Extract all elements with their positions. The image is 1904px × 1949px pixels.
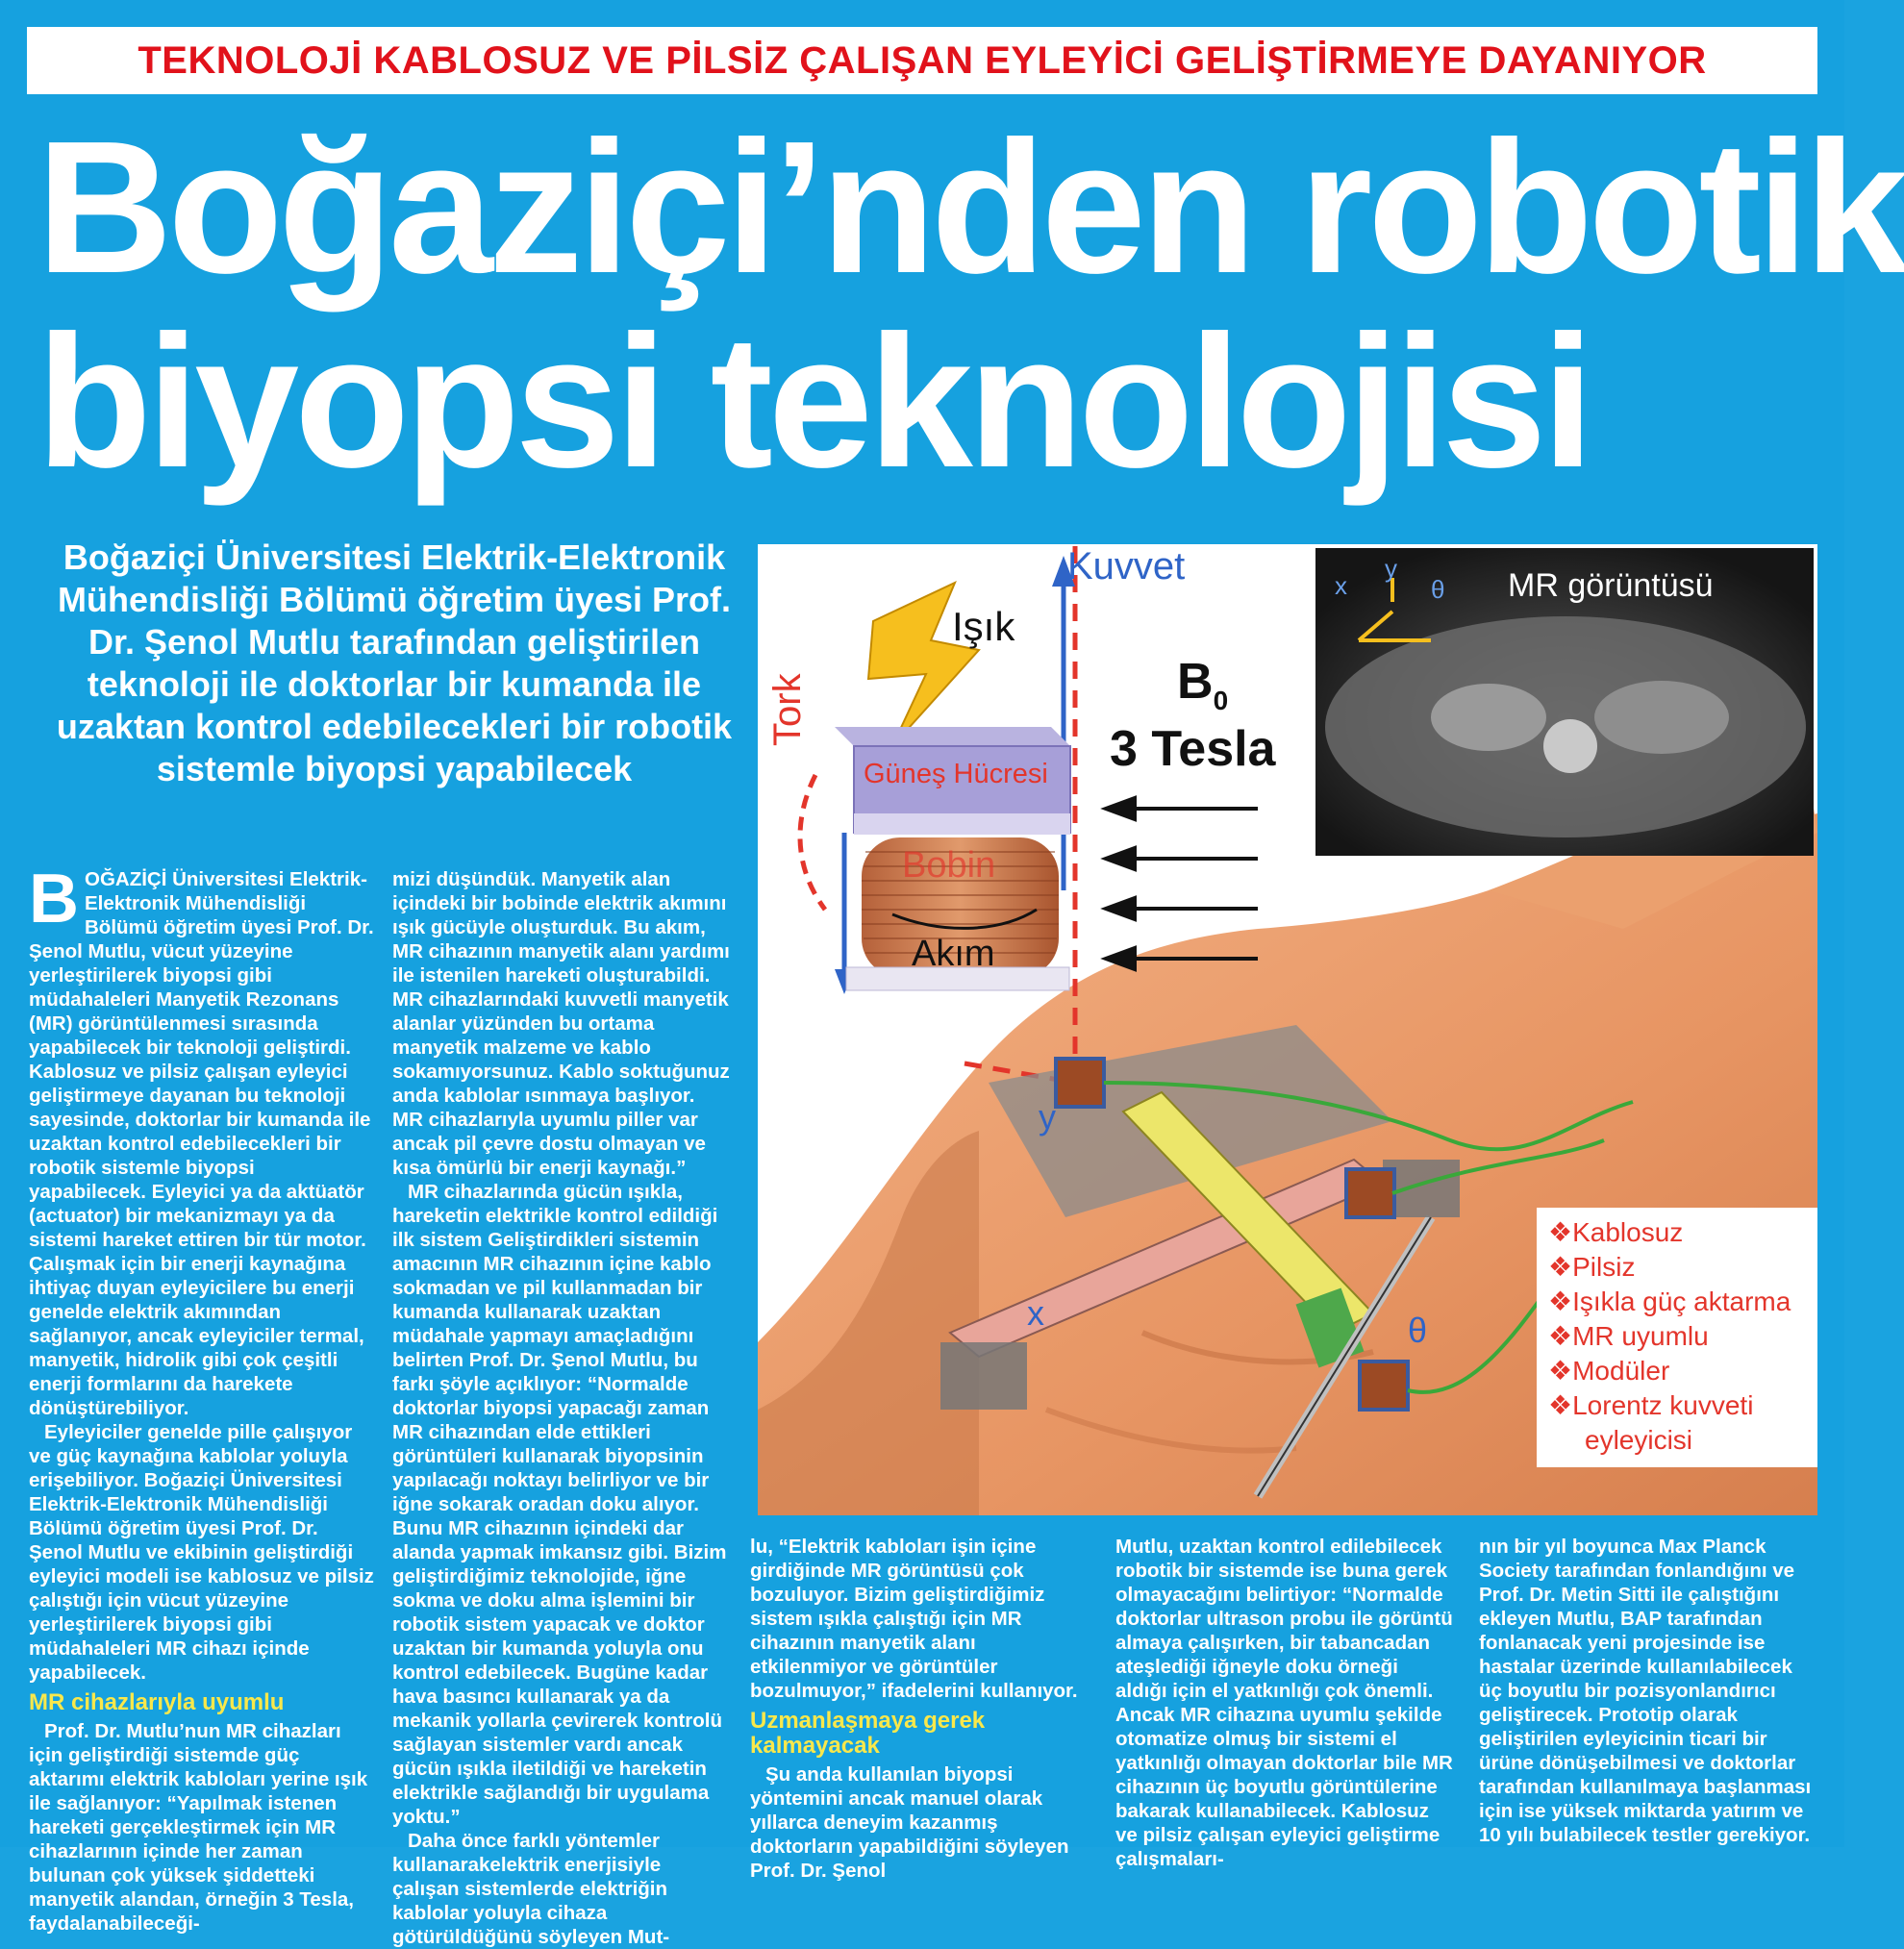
feature-label: MR uyumlu — [1572, 1321, 1709, 1351]
kuvvet-label: Kuvvet — [1067, 545, 1186, 587]
illustration-svg — [758, 544, 1817, 1515]
arrowhead — [1106, 798, 1135, 819]
article-paragraph: Eyleyiciler genelde pille çalışıyor ve güç kaynağına kablolar yoluyla erişebiliyor. Boğaziçi Üniversitesi Elektrik-Elektronik Mühendisliği Bölümü öğretim üyesi Prof. Dr. Şenol Mutlu ve ekibinin geliştirdiği eyleyici modeli ise kablosuz ve pilsiz çalıştığı için vücut yüzeyine yerleştirilerek biyopsi gibi müdahaleleri MR cihazı içinde yapabilecek. — [29, 1421, 374, 1684]
actuator-cube — [1056, 1059, 1104, 1107]
feature-item — [1548, 1217, 1683, 1247]
feature-label: eyleyicisi — [1585, 1425, 1693, 1455]
bullet-icon: ❖ — [1548, 1217, 1573, 1247]
feature-item — [1548, 1390, 1753, 1420]
actuator-cube — [1360, 1362, 1408, 1410]
mr-axis-y: y — [1385, 554, 1397, 583]
solar-cell-top — [835, 727, 1070, 746]
bullet-icon: ❖ — [1548, 1287, 1573, 1316]
torque-arc-arrow — [800, 775, 825, 910]
kicker-bar — [27, 27, 1817, 94]
headline-line-2: biyopsi teknolojisi — [37, 296, 1590, 507]
article-column-2 — [392, 867, 731, 1949]
deck-summary: Boğaziçi Üniversitesi Elektrik-Elektronik Mühendisliği Bölümü öğretim üyesi Prof. Dr. Şenol Mutlu tarafından geliştirilen teknoloji ile doktorlar bir kumanda ile uzaktan kontrol edebilecekleri bir robotik sistemle biyopsi yapabilecek — [56, 537, 733, 788]
mr-organ — [1594, 681, 1729, 754]
article-paragraph — [29, 861, 375, 1420]
axis-y-label: y — [1039, 1097, 1056, 1137]
feature-label: Lorentz kuvveti — [1572, 1390, 1754, 1420]
feature-item — [1585, 1425, 1692, 1455]
article-column-3 — [750, 1535, 1089, 1883]
article-paragraph: Şu anda kullanılan biyopsi yöntemini ancak manuel olarak yıllarca deneyim kazanmış doktorların yapabildiğini söyleyen Prof. Dr. Şenol — [750, 1763, 1069, 1882]
mr-spine — [1543, 719, 1597, 773]
bobin-label: Bobin — [902, 845, 996, 886]
subheading: Uzmanlaşmaya gerek kalmayacak — [750, 1708, 986, 1759]
mr-axis-x: x — [1335, 571, 1347, 600]
feature-label: Kablosuz — [1572, 1217, 1684, 1247]
article-paragraph: MR cihazlarında gücün ışıkla, hareketin elektrikle kontrol edildiği ilk sistem Geliştirdikleri sistemin amacının MR cihazının içine kablo sokmadan ve pil kullanmadan bir kumanda kullanarak uzaktan müdahale yapmayı amaçladığını belirten Prof. Dr. Şenol Mutlu, bu farkı şöyle açıklıyor: “Normalde doktorlar biyopsi yapacağı zaman MR cihazından elde ettikleri görüntüleri kullanarak biyopsinin yapılacağı noktayı belirliyor ve bir iğne sokarak oradan doku alıyor. Bunu MR cihazının içindeki dar alanda yapmak imkansız gibi. Bizim geliştirdiğimiz teknolojide, iğne sokma ve doku alma işlemini bir robotik sistem yapacak ve doktor uzaktan bir kumanda yoluyla onu kontrol edebilecek. Bugüne kadar hava basıncı kullanarak ya da mekanik yollarla çevirerek kontrolü sağlayan sistemler vardı ancak gücün ışıkla iletildiği ve hareketin elektrikle sağlandığı bir uygulama yoktu.” — [392, 1181, 727, 1828]
article-paragraph: nın bir yıl boyunca Max Planck Society tarafından fonlandığını ve Prof. Dr. Metin Sitti ile çalıştığını ekleyen Mutlu, BAP tarafından fonlanacak yeni projesinde ise hastalar üzerinde kullanılabilecek üç boyutlu bir pozisyonlandırıcı geliştirecek. Prototip olarak geliştirilen eyleyicinin ticari bir ürüne dönüşebilmesi ve doktorlar tarafından kullanılmaya başlanması için ise yüksek miktarda yatırım ve 10 yılı bulabilecek testler gerekiyor. — [1479, 1536, 1812, 1846]
feature-item — [1548, 1321, 1709, 1351]
robotic-biopsy-illustration — [758, 544, 1817, 1515]
article-column-5 — [1479, 1535, 1817, 1847]
b0-letter: B — [1177, 654, 1214, 710]
actuator-cube — [1346, 1169, 1394, 1217]
arrowhead — [1106, 848, 1135, 869]
solar-cell-plate — [854, 813, 1070, 835]
b0-subscript: 0 — [1213, 686, 1229, 715]
headline-line-1: Boğaziçi’nden robotik — [37, 102, 1904, 312]
subheading: MR cihazlarıyla uyumlu — [29, 1689, 285, 1715]
feature-item — [1548, 1287, 1791, 1316]
tork-label: Tork — [766, 673, 809, 746]
gunes-label: Güneş Hücresi — [864, 759, 1048, 789]
article-paragraph: lu, “Elektrik kabloları işin içine girdiğinde MR görüntüsü çok bozuluyor. Bizim geliştirdiğimiz sistem ışıkla çalıştığı için MR cihazının manyetik alanı etkilenmiyor ve görüntüler bozulmuyor,” ifadelerini kullanıyor. — [750, 1536, 1078, 1702]
feature-label: Işıkla güç aktarma — [1572, 1287, 1791, 1316]
article-paragraph: Prof. Dr. Mutlu’nun MR cihazları için geliştirdiği sistemde güç aktarımı elektrik kabloları yerine ışık ile sağlanıyor: “Yapılmak istenen hareketi gerçekleştirmek için MR cihazlarının içinde her zaman bulunan çok yüksek şiddetteki manyetik alandan, örneğin 3 Tesla, faydalanabileceği- — [29, 1720, 368, 1935]
article-paragraph: Mutlu, uzaktan kontrol edilebilecek robotik bir sistemde ise buna gerek olmayacağını belirtiyor: “Normalde doktorlar ultrason probu ile görüntü almaya çalışırken, bir tabancadan ateşlediği iğneyle doku örneği aldığı için el yatkınlığı çok önemli. Ancak MR cihazına uyumlu şekilde otomatize olmuş bir sistemi el yatkınlığı olmayan doktorlar bile MR cihazının üç boyutlu görüntülerine bakarak kullanabilecek. Kablosuz ve pilsiz çalışan eyleyici geliştirme çalışmaları- — [1115, 1536, 1453, 1870]
drop-cap: B — [29, 861, 79, 937]
isik-label: Işık — [952, 604, 1015, 649]
article-paragraph: mizi düşündük. Manyetik alan içindeki bir bobinde elektrik akımını ışık gücüyle oluşturduk. Bu akım, MR cihazının manyetik alanı yardımı ile istenilen hareketi oluşturabildi. MR cihazlarındaki kuvvetli manyetik alanlar yüzünden bu ortama manyetik malzeme ve kablo sokamıyorsunuz. Kablo soktuğunuz anda kablolar ısınmaya başlıyor. MR cihazlarıyla uyumlu piller var ancak pil çevre dostu olmayan ve kısa ömürlü bir enerji kaynağı.” — [392, 868, 730, 1179]
article-column-1 — [29, 861, 375, 1936]
article-paragraph: Daha önce farklı yöntemler kullanarakelektrik enerjisiyle çalışan sistemlerde elektriğin kablolar yoluyla cihaza götürüldüğünü söyleyen Mut- — [392, 1830, 670, 1948]
feature-label: Modüler — [1572, 1356, 1670, 1386]
feature-item — [1548, 1252, 1635, 1282]
bullet-icon: ❖ — [1548, 1356, 1573, 1386]
mr-label: MR görüntüsü — [1508, 567, 1714, 604]
robot-base — [940, 1342, 1027, 1410]
arrowhead — [1106, 898, 1135, 919]
axis-theta-label: θ — [1408, 1311, 1428, 1350]
bullet-icon: ❖ — [1548, 1321, 1573, 1351]
mr-organ — [1431, 684, 1546, 751]
kicker-text: TEKNOLOJİ KABLOSUZ VE PİLSİZ ÇALIŞAN EYLEYİCİ GELİŞTİRMEYE DAYANIYOR — [138, 38, 1707, 82]
tesla-label: 3 Tesla — [1110, 721, 1276, 777]
paragraph-text: OĞAZİÇİ Üniversitesi Elektrik-Elektronik Mühendisliği Bölümü öğretim üyesi Prof. Dr. Şenol Mutlu, vücut yüzeyine yerleştirilerek biyopsi gibi müdahaleleri Manyetik Rezonans (MR) görüntülenmesi sırasında yapabilecek bir teknoloji geliştirdi. Kablosuz ve pilsiz çalışan eyleyici geliştirmeye dayanan bu teknoloji sayesinde, doktorlar bir kumanda ile uzaktan kontrol edebilecekleri bir robotik sistemle biyopsi yapabilecek. Eyleyici ya da aktüatör (actuator) bir mekanizmayı ya da sistemi hareket ettiren bir tür motor. Çalışmak için bir enerji kaynağına ihtiyaç duyan eyleyicilere bu enerji genelde elektrik akımından sağlanıyor, ancak eyleyiciler termal, manyetik, hidrolik gibi çok çeşitli enerji formlarını da harekete dönüştürebiliyor. — [29, 868, 374, 1419]
axis-x-label: x — [1027, 1293, 1044, 1333]
b0-label — [1177, 654, 1228, 715]
bullet-icon: ❖ — [1548, 1252, 1573, 1282]
article-column-4 — [1115, 1535, 1454, 1871]
feature-item — [1548, 1356, 1669, 1386]
akim-label: Akım — [912, 934, 995, 974]
feature-label: Pilsiz — [1572, 1252, 1636, 1282]
bullet-icon: ❖ — [1548, 1390, 1573, 1420]
mr-axis-theta: θ — [1431, 575, 1445, 604]
